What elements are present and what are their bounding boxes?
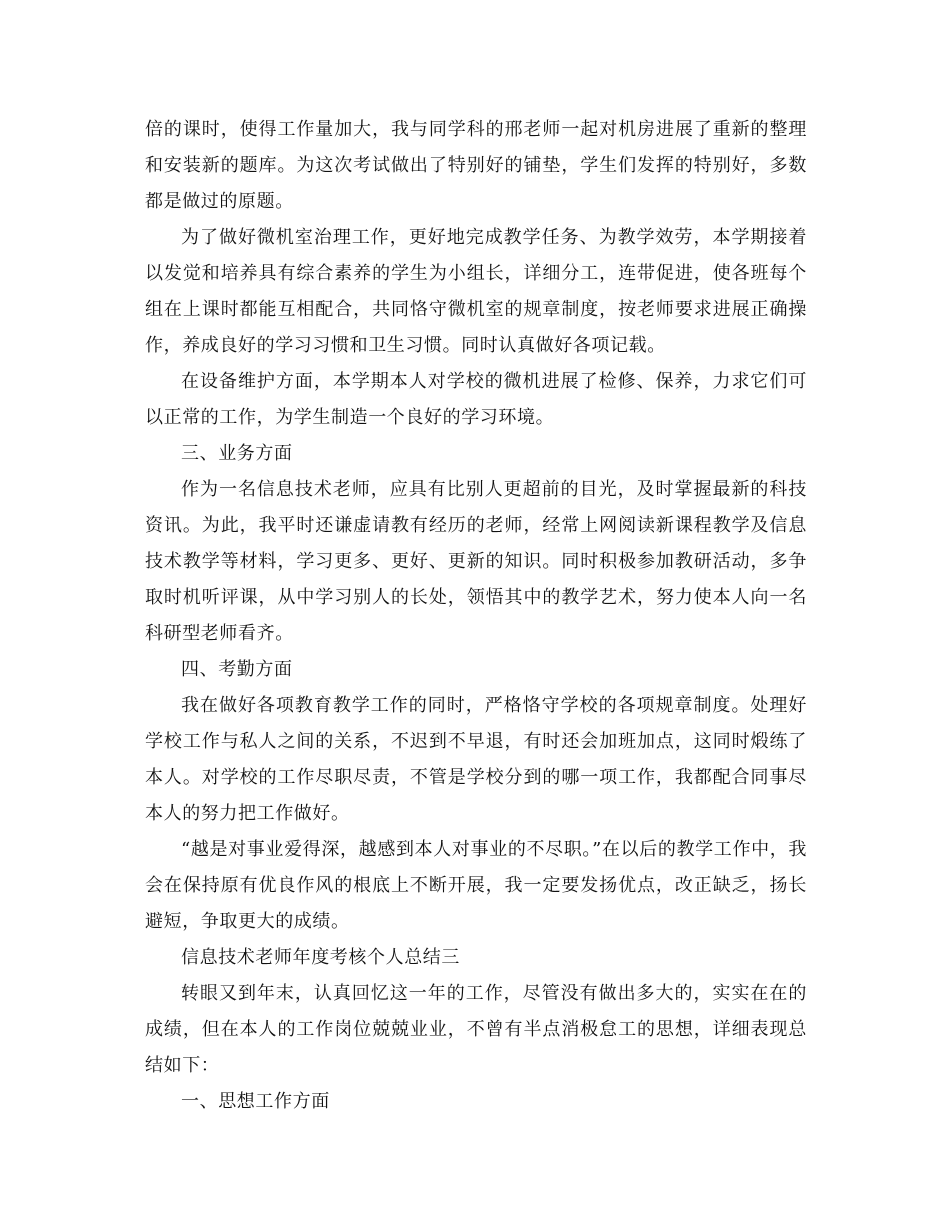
paragraph-business: 作为一名信息技术老师，应具有比别人更超前的目光，及时掌握最新的科技资讯。为此，我平时还谦虚请教有经历的老师，经常上网阅读新课程教学及信息技术教学等材料，学习更多、更好、更新的知识。同时积极参加教研活动，多争取时机听评课，从中学习别人的长处，领悟其中的教学艺术，努力使本人向一名科研型老师看齐。 — [145, 479, 807, 644]
heading-business: 三、业务方面 — [181, 443, 293, 464]
paragraph-year-review: 转眼又到年末，认真回忆这一年的工作，尽管没有做出多大的，实实在在的成绩，但在本人的工作岗位兢兢业业，不曾有半点消极怠工的思想，详细表现总结如下： — [145, 983, 807, 1076]
document-body — [145, 112, 807, 1120]
paragraph-1-continued: 倍的课时，使得工作量加大，我与同学科的邢老师一起对机房进展了重新的整理和安装新的题库。为这次考试做出了特别好的铺垫，学生们发挥的特别好，多数都是做过的原题。 — [145, 119, 807, 212]
paragraph-quote: “越是对事业爱得深，越感到本人对事业的不尽职。”在以后的教学工作中，我会在保持原有优良作风的根底上不断开展，我一定要发扬优点，改正缺乏，扬长避短，争取更大的成绩。 — [145, 839, 807, 932]
heading-summary-three: 信息技术老师年度考核个人总结三 — [181, 947, 460, 968]
paragraph-attendance: 我在做好各项教育教学工作的同时，严格恪守学校的各项规章制度。处理好学校工作与私人之间的关系，不迟到不早退，有时还会加班加点，这同时煅练了本人。对学校的工作尽职尽责，不管是学校分到的哪一项工作，我都配合同事尽本人的努力把工作做好。 — [145, 695, 807, 824]
heading-attendance: 四、考勤方面 — [181, 659, 293, 680]
paragraph-lab-management: 为了做好微机室治理工作，更好地完成教学任务、为教学效劳，本学期接着以发觉和培养具有综合素养的学生为小组长，详细分工，连带促进，使各班每个组在上课时都能互相配合，共同恪守微机室的规章制度，按老师要求进展正确操作，养成良好的学习习惯和卫生习惯。同时认真做好各项记载。 — [145, 227, 807, 356]
paragraph-equipment-maintenance: 在设备维护方面，本学期本人对学校的微机进展了检修、保养，力求它们可以正常的工作，为学生制造一个良好的学习环境。 — [145, 371, 807, 428]
heading-ideology: 一、思想工作方面 — [181, 1091, 330, 1112]
